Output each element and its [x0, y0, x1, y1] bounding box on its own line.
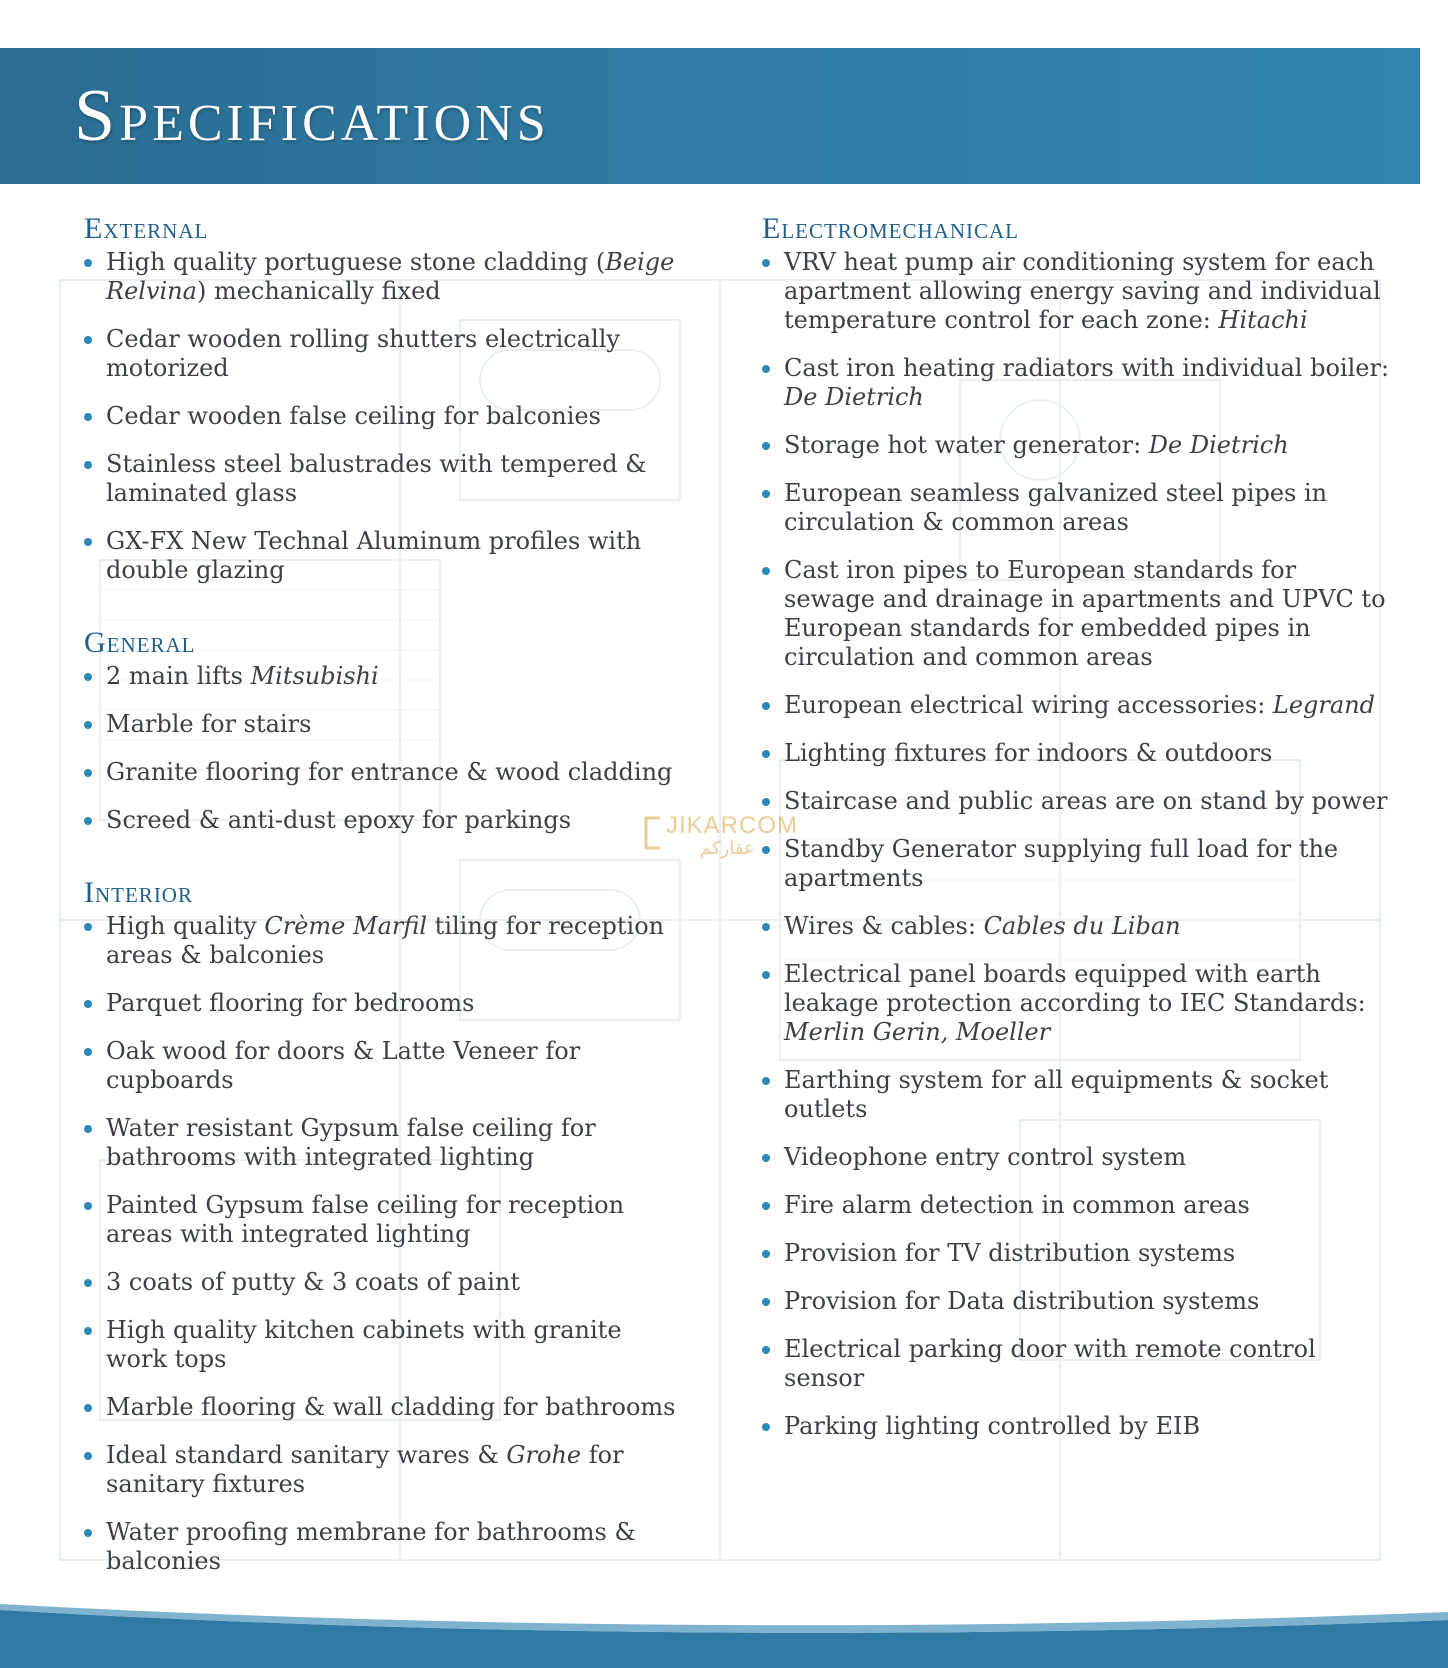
bullet-icon: [762, 750, 770, 758]
spec-brand: Mitsubishi: [250, 662, 379, 690]
spec-text: European seamless galvanized steel pipes in circulation & common areas: [784, 479, 1328, 536]
bullet-icon: [762, 798, 770, 806]
bullet-icon: [84, 1452, 92, 1460]
spec-item: [762, 691, 1390, 720]
spec-item: [762, 248, 1390, 335]
spec-item: [84, 402, 684, 431]
spec-text: Cast iron heating radiators with individual boiler:: [784, 354, 1390, 382]
spec-text: Cedar wooden false ceiling for balconies: [106, 402, 601, 430]
spec-item: [762, 1191, 1390, 1220]
bullet-icon: [84, 817, 92, 825]
spec-item: [84, 912, 684, 970]
spec-item: [84, 1037, 684, 1095]
spec-text: 2 main lifts: [106, 662, 251, 690]
bullet-icon: [84, 1327, 92, 1335]
bullet-icon: [84, 1000, 92, 1008]
bullet-icon: [762, 567, 770, 575]
spec-brand: Merlin Gerin, Moeller: [784, 1018, 1051, 1046]
watermark-bracket-icon: [640, 814, 664, 854]
spec-text: 3 coats of putty & 3 coats of paint: [106, 1268, 521, 1296]
bullet-icon: [762, 1154, 770, 1162]
spec-item: [762, 1412, 1390, 1441]
bullet-icon: [84, 1048, 92, 1056]
bullet-icon: [762, 442, 770, 450]
bullet-icon: [84, 673, 92, 681]
spec-text: Staircase and public areas are on stand by power: [784, 787, 1388, 815]
spec-item: [762, 479, 1390, 537]
section-title-external: External: [84, 212, 209, 245]
section-title-general: General: [84, 626, 196, 659]
spec-item: [762, 431, 1390, 460]
watermark-arabic: عقاركم: [700, 838, 755, 859]
general-list: [84, 662, 684, 835]
bullet-icon: [84, 461, 92, 469]
spec-text: Granite flooring for entrance & wood cladding: [106, 758, 673, 786]
spec-item: [84, 758, 684, 787]
spec-item: [84, 325, 684, 383]
spec-text-after: for sanitary fixtures: [106, 1441, 624, 1498]
bullet-icon: [84, 1125, 92, 1133]
watermark-logo: [640, 810, 820, 860]
spec-text: Ideal standard sanitary wares &: [106, 1441, 507, 1469]
interior-list: [84, 912, 684, 1576]
left-column: [84, 212, 684, 1595]
spec-item: [84, 1268, 684, 1297]
spec-item: [762, 354, 1390, 412]
spec-item: [84, 1114, 684, 1172]
spec-item: [84, 662, 684, 691]
bullet-icon: [762, 1298, 770, 1306]
external-list: [84, 248, 684, 585]
electromechanical-list: [762, 248, 1390, 1441]
page-title: Specifications: [74, 75, 550, 157]
spec-text: European electrical wiring accessories:: [784, 691, 1273, 719]
bullet-icon: [762, 923, 770, 931]
spec-item: [84, 1316, 684, 1374]
spec-item: [762, 1239, 1390, 1268]
spec-text: Cedar wooden rolling shutters electrically motorized: [106, 325, 620, 382]
spec-brand: Beige Relvina: [106, 248, 675, 305]
spec-item: [762, 787, 1390, 816]
spec-text: Oak wood for doors & Latte Veneer for cupboards: [106, 1037, 581, 1094]
bullet-icon: [762, 1250, 770, 1258]
spec-text-after: ) mechanically fixed: [196, 277, 441, 305]
spec-item: [84, 1441, 684, 1499]
spec-text: Standby Generator supplying full load for the apartments: [784, 835, 1339, 892]
spec-item: [84, 1393, 684, 1422]
spec-text: Screed & anti-dust epoxy for parkings: [106, 806, 572, 834]
bullet-icon: [762, 490, 770, 498]
spec-item: [762, 835, 1390, 893]
spec-text: GX-FX New Technal Aluminum profiles with double glazing: [106, 527, 642, 584]
bullet-icon: [762, 259, 770, 267]
header-band-edge: [1420, 48, 1448, 184]
spec-item: [84, 527, 684, 585]
spec-item: [84, 1518, 684, 1576]
spec-text: Electrical panel boards equipped with earth leakage protection according to IEC Standards:: [784, 960, 1366, 1017]
spec-text: Marble flooring & wall cladding for bathrooms: [106, 1393, 676, 1421]
spec-brand: Crème Marfil: [264, 912, 428, 940]
spec-item: [762, 1066, 1390, 1124]
spec-brand: Hitachi: [1218, 306, 1308, 334]
spec-brand: De Dietrich: [784, 383, 924, 411]
bullet-icon: [762, 1346, 770, 1354]
spec-text: High quality: [106, 912, 265, 940]
spec-item: [762, 912, 1390, 941]
bullet-icon: [84, 721, 92, 729]
spec-item: [84, 450, 684, 508]
spec-item: [762, 739, 1390, 768]
bullet-icon: [84, 259, 92, 267]
spec-brand: Cables du Liban: [983, 912, 1181, 940]
section-title-interior: Interior: [84, 876, 193, 909]
bullet-icon: [762, 1077, 770, 1085]
spec-item: [762, 556, 1390, 672]
spec-text: Parking lighting controlled by EIB: [784, 1412, 1201, 1440]
bullet-icon: [84, 413, 92, 421]
bullet-icon: [84, 769, 92, 777]
spec-text: Water resistant Gypsum false ceiling for bathrooms with integrated lighting: [106, 1114, 596, 1171]
spec-text: Storage hot water generator:: [784, 431, 1149, 459]
section-title-electromechanical: Electromechanical: [762, 212, 1019, 245]
spec-text: Wires & cables:: [784, 912, 984, 940]
spec-text: Cast iron pipes to European standards for sewage and drainage in apartments and UPVC to European standards for embedded pipes in circulation and common areas: [784, 556, 1386, 671]
spec-item: [762, 960, 1390, 1047]
bullet-icon: [762, 702, 770, 710]
spec-text: Painted Gypsum false ceiling for reception areas with integrated lighting: [106, 1191, 625, 1248]
bullet-icon: [84, 923, 92, 931]
bullet-icon: [84, 1404, 92, 1412]
spec-text: Electrical parking door with remote control sensor: [784, 1335, 1316, 1392]
spec-text-after: tiling for reception areas & balconies: [106, 912, 665, 969]
footer-swoosh: [0, 1590, 1448, 1668]
spec-item: [84, 710, 684, 739]
bullet-icon: [762, 1202, 770, 1210]
bullet-icon: [762, 1423, 770, 1431]
spec-text: Lighting fixtures for indoors & outdoors: [784, 739, 1273, 767]
spec-text: Provision for TV distribution systems: [784, 1239, 1236, 1267]
spec-text: High quality kitchen cabinets with granite work tops: [106, 1316, 622, 1373]
spec-text: Water proofing membrane for bathrooms & balconies: [106, 1518, 636, 1575]
bullet-icon: [84, 538, 92, 546]
spec-text: Marble for stairs: [106, 710, 312, 738]
spec-text: Parquet flooring for bedrooms: [106, 989, 475, 1017]
watermark-text: JIKARCOM: [666, 812, 799, 839]
bullet-icon: [84, 1279, 92, 1287]
spec-item: [84, 989, 684, 1018]
spec-brand: Legrand: [1272, 691, 1376, 719]
spec-text: Fire alarm detection in common areas: [784, 1191, 1250, 1219]
spec-item: [762, 1143, 1390, 1172]
spec-text: Videophone entry control system: [784, 1143, 1187, 1171]
right-column: [762, 212, 1390, 1460]
bullet-icon: [762, 971, 770, 979]
spec-item: [762, 1335, 1390, 1393]
spec-item: [84, 1191, 684, 1249]
spec-text: High quality portuguese stone cladding (: [106, 248, 606, 276]
spec-text: Provision for Data distribution systems: [784, 1287, 1260, 1315]
spec-text: VRV heat pump air conditioning system for each apartment allowing energy saving and individual temperature control for each zone:: [784, 248, 1381, 334]
bullet-icon: [84, 336, 92, 344]
spec-brand: Grohe: [506, 1441, 582, 1469]
bullet-icon: [84, 1202, 92, 1210]
spec-item: [84, 248, 684, 306]
bullet-icon: [762, 365, 770, 373]
spec-text: Earthing system for all equipments & socket outlets: [784, 1066, 1329, 1123]
spec-item: [762, 1287, 1390, 1316]
spec-brand: De Dietrich: [1148, 431, 1289, 459]
spec-text: Stainless steel balustrades with tempered & laminated glass: [106, 450, 647, 507]
spec-item: [84, 806, 684, 835]
bullet-icon: [84, 1529, 92, 1537]
